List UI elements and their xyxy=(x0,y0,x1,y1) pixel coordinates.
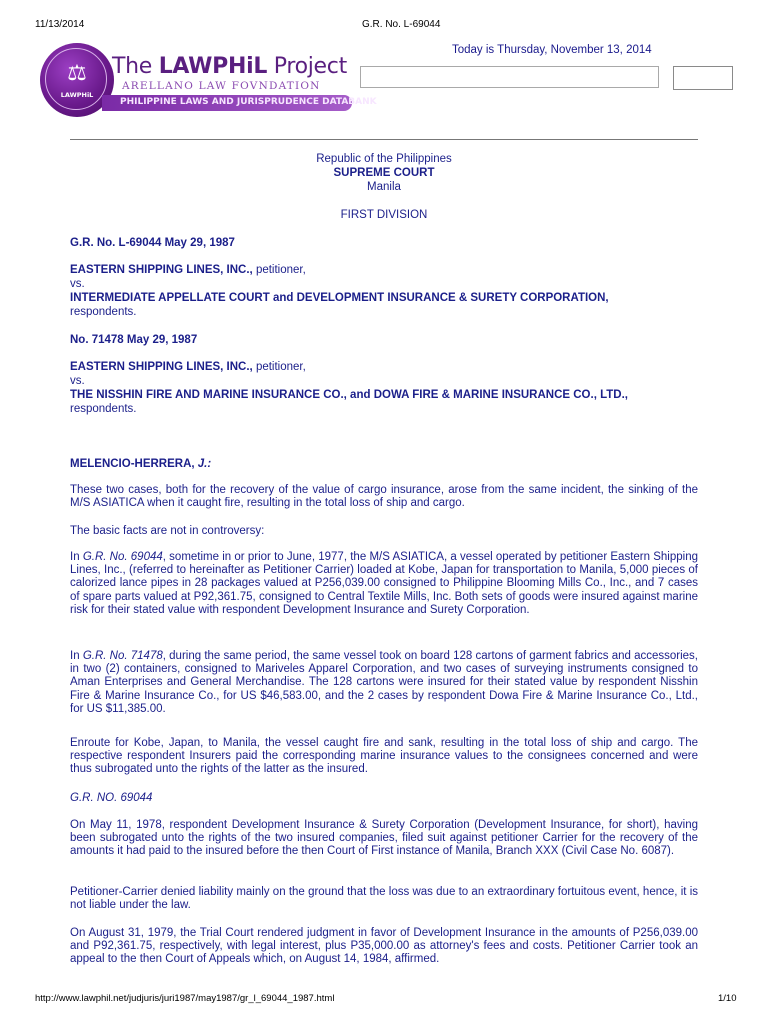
logo-band-text: PHILIPPINE LAWS AND JURISPRUDENCE DATABANK xyxy=(120,97,377,107)
court-republic: Republic of the Philippines xyxy=(316,153,452,165)
court-division: FIRST DIVISION xyxy=(340,209,428,221)
case2-vs: vs. xyxy=(70,375,85,387)
case2-respondent: THE NISSHIN FIRE AND MARINE INSURANCE CO., and DOWA FIRE & MARINE INSURANCE CO., LTD., xyxy=(70,389,628,401)
print-doc-title: G.R. No. L-69044 xyxy=(362,19,441,30)
logo-title: The LAWPHiL Project xyxy=(112,54,347,79)
search-button[interactable] xyxy=(673,66,733,90)
case1-respondent-role: respondents. xyxy=(70,306,137,318)
lawphil-logo[interactable] xyxy=(40,43,377,117)
court-city: Manila xyxy=(367,181,401,193)
case1-petitioner: EASTERN SHIPPING LINES, INC., petitioner, xyxy=(70,264,306,276)
paragraph-1: These two cases, both for the recovery of the value of cargo insurance, arose from the same incident, the sinking of the M/S ASIATICA when it caught fire, resulting in the total loss of ship and cargo. xyxy=(70,484,698,510)
logo-subtitle: ARELLANO LAW FOVNDATION xyxy=(122,80,321,92)
paragraph-2: The basic facts are not in controversy: xyxy=(70,525,265,537)
case1-gr-number: G.R. No. L-69044 May 29, 1987 xyxy=(70,237,235,249)
ponente: MELENCIO-HERRERA, J.: xyxy=(70,458,212,470)
paragraph-7: Petitioner-Carrier denied liability mainly on the ground that the loss was due to an extraordinary fortuitous event, hence, it is not liable under the law. xyxy=(70,886,698,912)
print-date: 11/13/2014 xyxy=(35,19,85,30)
paragraph-6: On May 11, 1978, respondent Development Insurance & Surety Corporation (Development Insurance, for short), having been subrogated unto the rights of the two insured companies, filed suit against petitioner Carrier for the recovery of the amounts it had paid to the insured before the then Court of First instance of Manila, Branch XXX (Civil Case No. 6087). xyxy=(70,819,698,858)
header-divider xyxy=(70,139,698,140)
footer-page: 1/10 xyxy=(718,993,737,1004)
scales-of-justice-icon: ⚖ xyxy=(67,61,87,86)
case1-vs: vs. xyxy=(70,278,85,290)
case2-gr-number: No. 71478 May 29, 1987 xyxy=(70,334,198,346)
paragraph-3: In G.R. No. 69044, sometime in or prior to June, 1977, the M/S ASIATICA, a vessel operated by petitioner Eastern Shipping Lines, Inc., (referred to hereinafter as Petitioner Carrier) loaded at Kobe, Japan for transportation to Manila, 5,000 pieces of calorized lance pipes in 28 packages valued at P256,039.00 consigned to Philippine Blooming Mills Co., Inc., and 7 cases of spare parts valued at P92,361.75, consigned to Central Textile Mills, Inc. Both sets of goods were insured against marine risk for their stated value with respondent Development Insurance and Surety Corporation. xyxy=(70,551,698,616)
paragraph-8: On August 31, 1979, the Trial Court rendered judgment in favor of Development Insurance in the amounts of P256,039.00 and P92,361.75, respectively, with legal interest, plus P35,000.00 as attorney's fees and costs. Petitioner Carrier took an appeal to the then Court of Appeals which, on August 14, 1984, affirmed. xyxy=(70,927,698,966)
today-date: Today is Thursday, November 13, 2014 xyxy=(452,44,652,56)
logo-emblem-text: LAWPHiL xyxy=(60,91,94,99)
case2-petitioner: EASTERN SHIPPING LINES, INC., petitioner, xyxy=(70,361,306,373)
case1-respondent: INTERMEDIATE APPELLATE COURT and DEVELOPMENT INSURANCE & SURETY CORPORATION, xyxy=(70,292,609,304)
search-input[interactable] xyxy=(360,66,659,88)
court-name: SUPREME COURT xyxy=(333,167,435,179)
footer-url: http://www.lawphil.net/judjuris/juri1987/may1987/gr_l_69044_1987.html xyxy=(35,993,335,1004)
section-heading: G.R. NO. 69044 xyxy=(70,792,153,804)
paragraph-5: Enroute for Kobe, Japan, to Manila, the vessel caught fire and sank, resulting in the total loss of ship and cargo. The respective respondent Insurers paid the corresponding marine insurance values to the consignees concerned and were thus subrogated unto the rights of the latter as the insured. xyxy=(70,737,698,776)
case2-respondent-role: respondents. xyxy=(70,403,137,415)
paragraph-4: In G.R. No. 71478, during the same period, the same vessel took on board 128 cartons of garment fabrics and accessories, in two (2) containers, consigned to Mariveles Apparel Corporation, and two cases of surveying instruments consigned to Aman Enterprises and General Merchandise. The 128 cartons were insured for their stated value by respondent Nisshin Fire & Marine Insurance Co., for US $46,583.00, and the 2 cases by respondent Dowa Fire & Marine Insurance Co., Ltd., for US $11,385.00. xyxy=(70,650,699,715)
